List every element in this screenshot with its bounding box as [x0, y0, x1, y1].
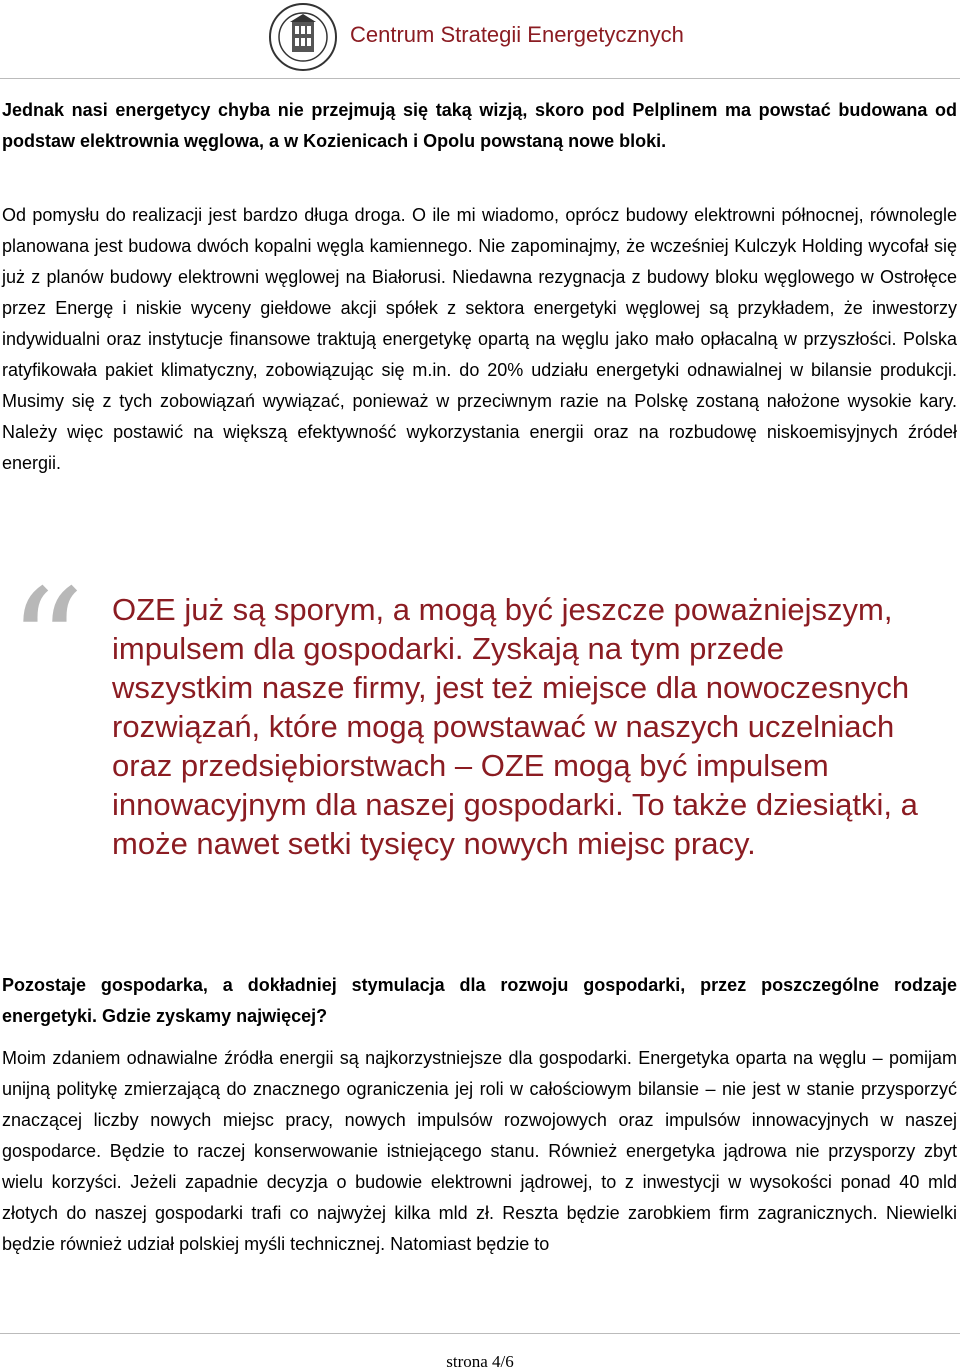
header-divider: [0, 78, 960, 79]
answer-2: Moim zdaniem odnawialne źródła energii są najkorzystniejsze dla gospodarki. Energetyka oparta na węglu – pomijam unijną politykę zmierzającą do znacznego ograniczenia jej roli w całościowym bilansie – nie jest w stanie przysporzyć znaczącej liczby nowych miejsc pracy, nowych impulsów rozwojowych oraz impulsów innowacyjnych w naszej gospodarce. Będzie to raczej konserwowanie istniejącego stanu. Również energetyka jądrowa nie przysporzy zbyt wielu korzyści. Jeżeli zapadnie decyzja o budowie elektrowni jądrowej, to z inwestycji w wysokości ponad 40 mld złotych do naszej gospodarki trafi co najwyżej kilka mld zł. Reszta będzie zarobkiem firm zagranicznych. Niewielki będzie również udział polskiej myśli technicznej. Natomiast będzie to: [2, 1048, 957, 1254]
page-number: strona 4/6: [446, 1352, 514, 1371]
question-1: Jednak nasi energetycy chyba nie przejmują się taką wizją, skoro pod Pelplinem ma powstać budowana od podstaw elektrownia węglowa, a w Kozienicach i Opolu powstaną nowe bloki.: [2, 100, 957, 151]
quote-mark-icon: “: [8, 558, 85, 732]
pull-quote: OZE już są sporym, a mogą być jeszcze poważniejszym, impulsem dla gospodarki. Zyskają na tym przede wszystkim nasze firmy, jest też miejsce dla nowoczesnych rozwiązań, które mogą powstawać w naszych uczelniach oraz przedsiębiorstwach – OZE mogą być impulsem innowacyjnym dla naszej gospodarki. To także dziesiątki, a może nawet setki tysięcy nowych miejsc pracy.: [112, 592, 918, 861]
institute-seal-logo: [268, 2, 338, 72]
footer-divider: [0, 1333, 960, 1334]
brand-name: Centrum Strategii Energetycznych: [350, 22, 684, 47]
page-header: [0, 0, 960, 78]
question-2: Pozostaje gospodarka, a dokładniej stymulacja dla rozwoju gospodarki, przez poszczególne rodzaje energetyki. Gdzie zyskamy najwięcej?: [2, 975, 957, 1026]
answer-1: Od pomysłu do realizacji jest bardzo długa droga. O ile mi wiadomo, oprócz budowy elektrowni północnej, równolegle planowana jest budowa dwóch kopalni węgla kamiennego. Nie zapominajmy, że wcześniej Kulczyk Holding wycofał się już z planów budowy elektrowni węglowej na Białorusi. Niedawna rezygnacja z budowy bloku węglowego w Ostrołęce przez Energę i niskie wyceny giełdowe akcji spółek z sektora energetyki węglowej są przykładem, że inwestorzy indywidualni oraz instytucje finansowe traktują energetykę opartą na węglu jako mało opłacalną w przyszłości. Polska ratyfikowała pakiet klimatyczny, zobowiązując się m.in. do 20% udziału energetyki odnawialnej w bilansie produkcji. Musimy się z tych zobowiązań wywiązać, ponieważ w przeciwnym razie na Polskę zostaną nałożone wysokie kary. Należy więc postawić na większą efektywność wykorzystania energii oraz na rozbudowę niskoemisyjnych źródeł energii.: [2, 205, 957, 473]
